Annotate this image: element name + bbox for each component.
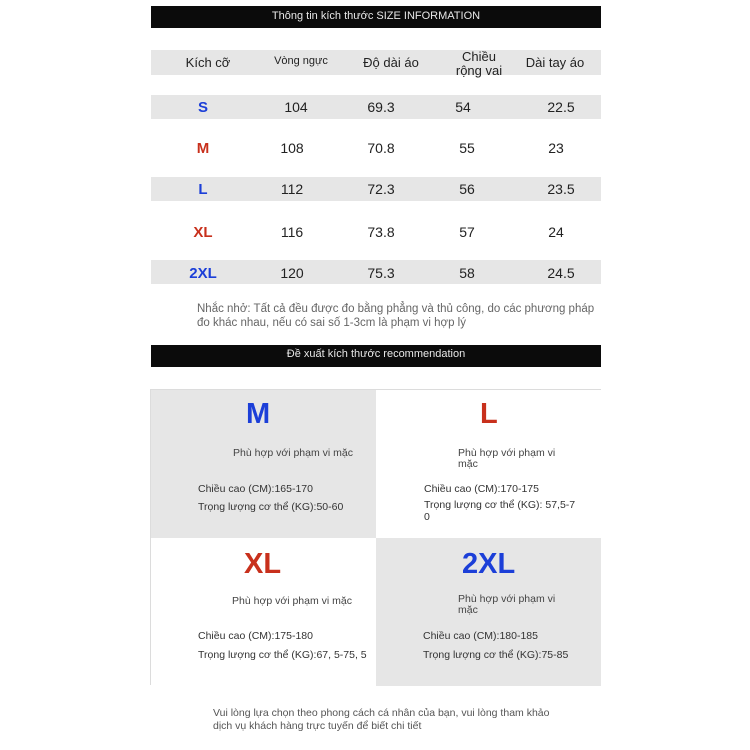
chest-value: 112	[280, 181, 304, 197]
chest-value: 108	[280, 140, 304, 156]
size-label: L	[198, 181, 208, 198]
chest-value: 120	[280, 265, 304, 281]
footer-note-line: Vui lòng lựa chọn theo phong cách cá nhân của bạn, vui lòng tham khảo	[213, 707, 550, 719]
column-header-length: Độ dài áo	[363, 55, 419, 70]
card-weight-range	[424, 499, 575, 523]
card-weight-line: Trọng lượng cơ thể (KG): 57,5-7	[424, 499, 576, 511]
card-height-range: Chiều cao (CM):170-175	[424, 483, 539, 495]
column-header-chest: Vòng ngực	[274, 55, 328, 67]
card-weight-range: Trọng lượng cơ thể (KG):75-85	[423, 649, 569, 661]
length-value: 69.3	[367, 99, 395, 115]
measurement-note	[197, 302, 594, 330]
card-size-label: XL	[244, 548, 282, 580]
length-value: 75.3	[367, 265, 395, 281]
card-fit-text: Phù hợp với phạm vi mặc	[233, 447, 353, 459]
column-header-sleeve: Dài tay áo	[525, 55, 585, 70]
table-row	[151, 95, 601, 119]
card-size-label: M	[246, 398, 271, 430]
table-row	[151, 177, 601, 201]
card-weight-line: 0	[424, 511, 430, 523]
shoulder-value: 58	[459, 265, 475, 281]
length-value: 72.3	[367, 181, 395, 197]
length-value: 73.8	[367, 224, 395, 240]
sleeve-value: 23	[548, 140, 564, 156]
card-fit-text	[458, 594, 555, 616]
card-height-range: Chiều cao (CM):180-185	[423, 630, 538, 642]
size-information-header: Thông tin kích thước SIZE INFORMATION	[151, 6, 601, 28]
card-fit-line: mặc	[458, 604, 478, 616]
card-height-range: Chiều cao (CM):165-170	[198, 483, 313, 495]
measurement-note-line: Nhắc nhở: Tất cả đều được đo bằng phẳng và thủ công, do các phương pháp	[197, 303, 595, 315]
size-label: M	[196, 140, 210, 157]
table-row	[151, 260, 601, 284]
size-label: XL	[193, 224, 213, 241]
card-size-label: L	[480, 398, 498, 430]
sleeve-value: 24.5	[547, 265, 575, 281]
length-value: 70.8	[367, 140, 395, 156]
recommendation-card-l	[376, 390, 601, 538]
table-header-row	[151, 49, 601, 78]
recommendation-card-xl	[151, 538, 376, 686]
size-label: S	[197, 99, 208, 116]
recommendation-header: Đề xuất kích thước recommendation	[151, 345, 601, 367]
card-fit-text: Phù hợp với phạm vi mặc	[232, 595, 352, 607]
card-weight-range: Trọng lượng cơ thể (KG):67, 5-75, 5	[198, 649, 367, 661]
column-header-shoulder: Chiều rộng vai	[455, 49, 503, 78]
shoulder-value: 57	[459, 224, 475, 240]
recommendation-card-2xl	[376, 538, 601, 686]
sleeve-value: 23.5	[547, 181, 575, 197]
table-row	[151, 136, 601, 160]
shoulder-value: 55	[459, 140, 475, 156]
card-size-label: 2XL	[462, 548, 516, 580]
card-height-range: Chiều cao (CM):175-180	[198, 630, 313, 642]
card-fit-line: mặc	[458, 458, 478, 470]
card-weight-range: Trọng lượng cơ thể (KG):50-60	[198, 501, 344, 513]
measurement-note-line: đo khác nhau, nếu có sai số 1-3cm là phạm vi hợp lý	[197, 317, 466, 329]
shoulder-value: 54	[455, 99, 471, 115]
card-fit-text	[458, 448, 555, 470]
sleeve-value: 22.5	[547, 99, 575, 115]
card-fit-line: Phù hợp với phạm vi	[458, 447, 556, 459]
footer-note-line: dịch vụ khách hàng trực tuyến để biết chi tiết	[213, 720, 422, 732]
column-header-size: Kích cỡ	[185, 55, 231, 70]
footer-note	[213, 707, 549, 733]
recommendation-card-m	[151, 390, 376, 538]
shoulder-value: 56	[459, 181, 475, 197]
chest-value: 104	[284, 99, 308, 115]
chest-value: 116	[280, 224, 304, 240]
size-label: 2XL	[189, 265, 217, 282]
card-fit-line: Phù hợp với phạm vi	[458, 593, 556, 605]
sleeve-value: 24	[548, 224, 564, 240]
table-row	[151, 220, 601, 244]
